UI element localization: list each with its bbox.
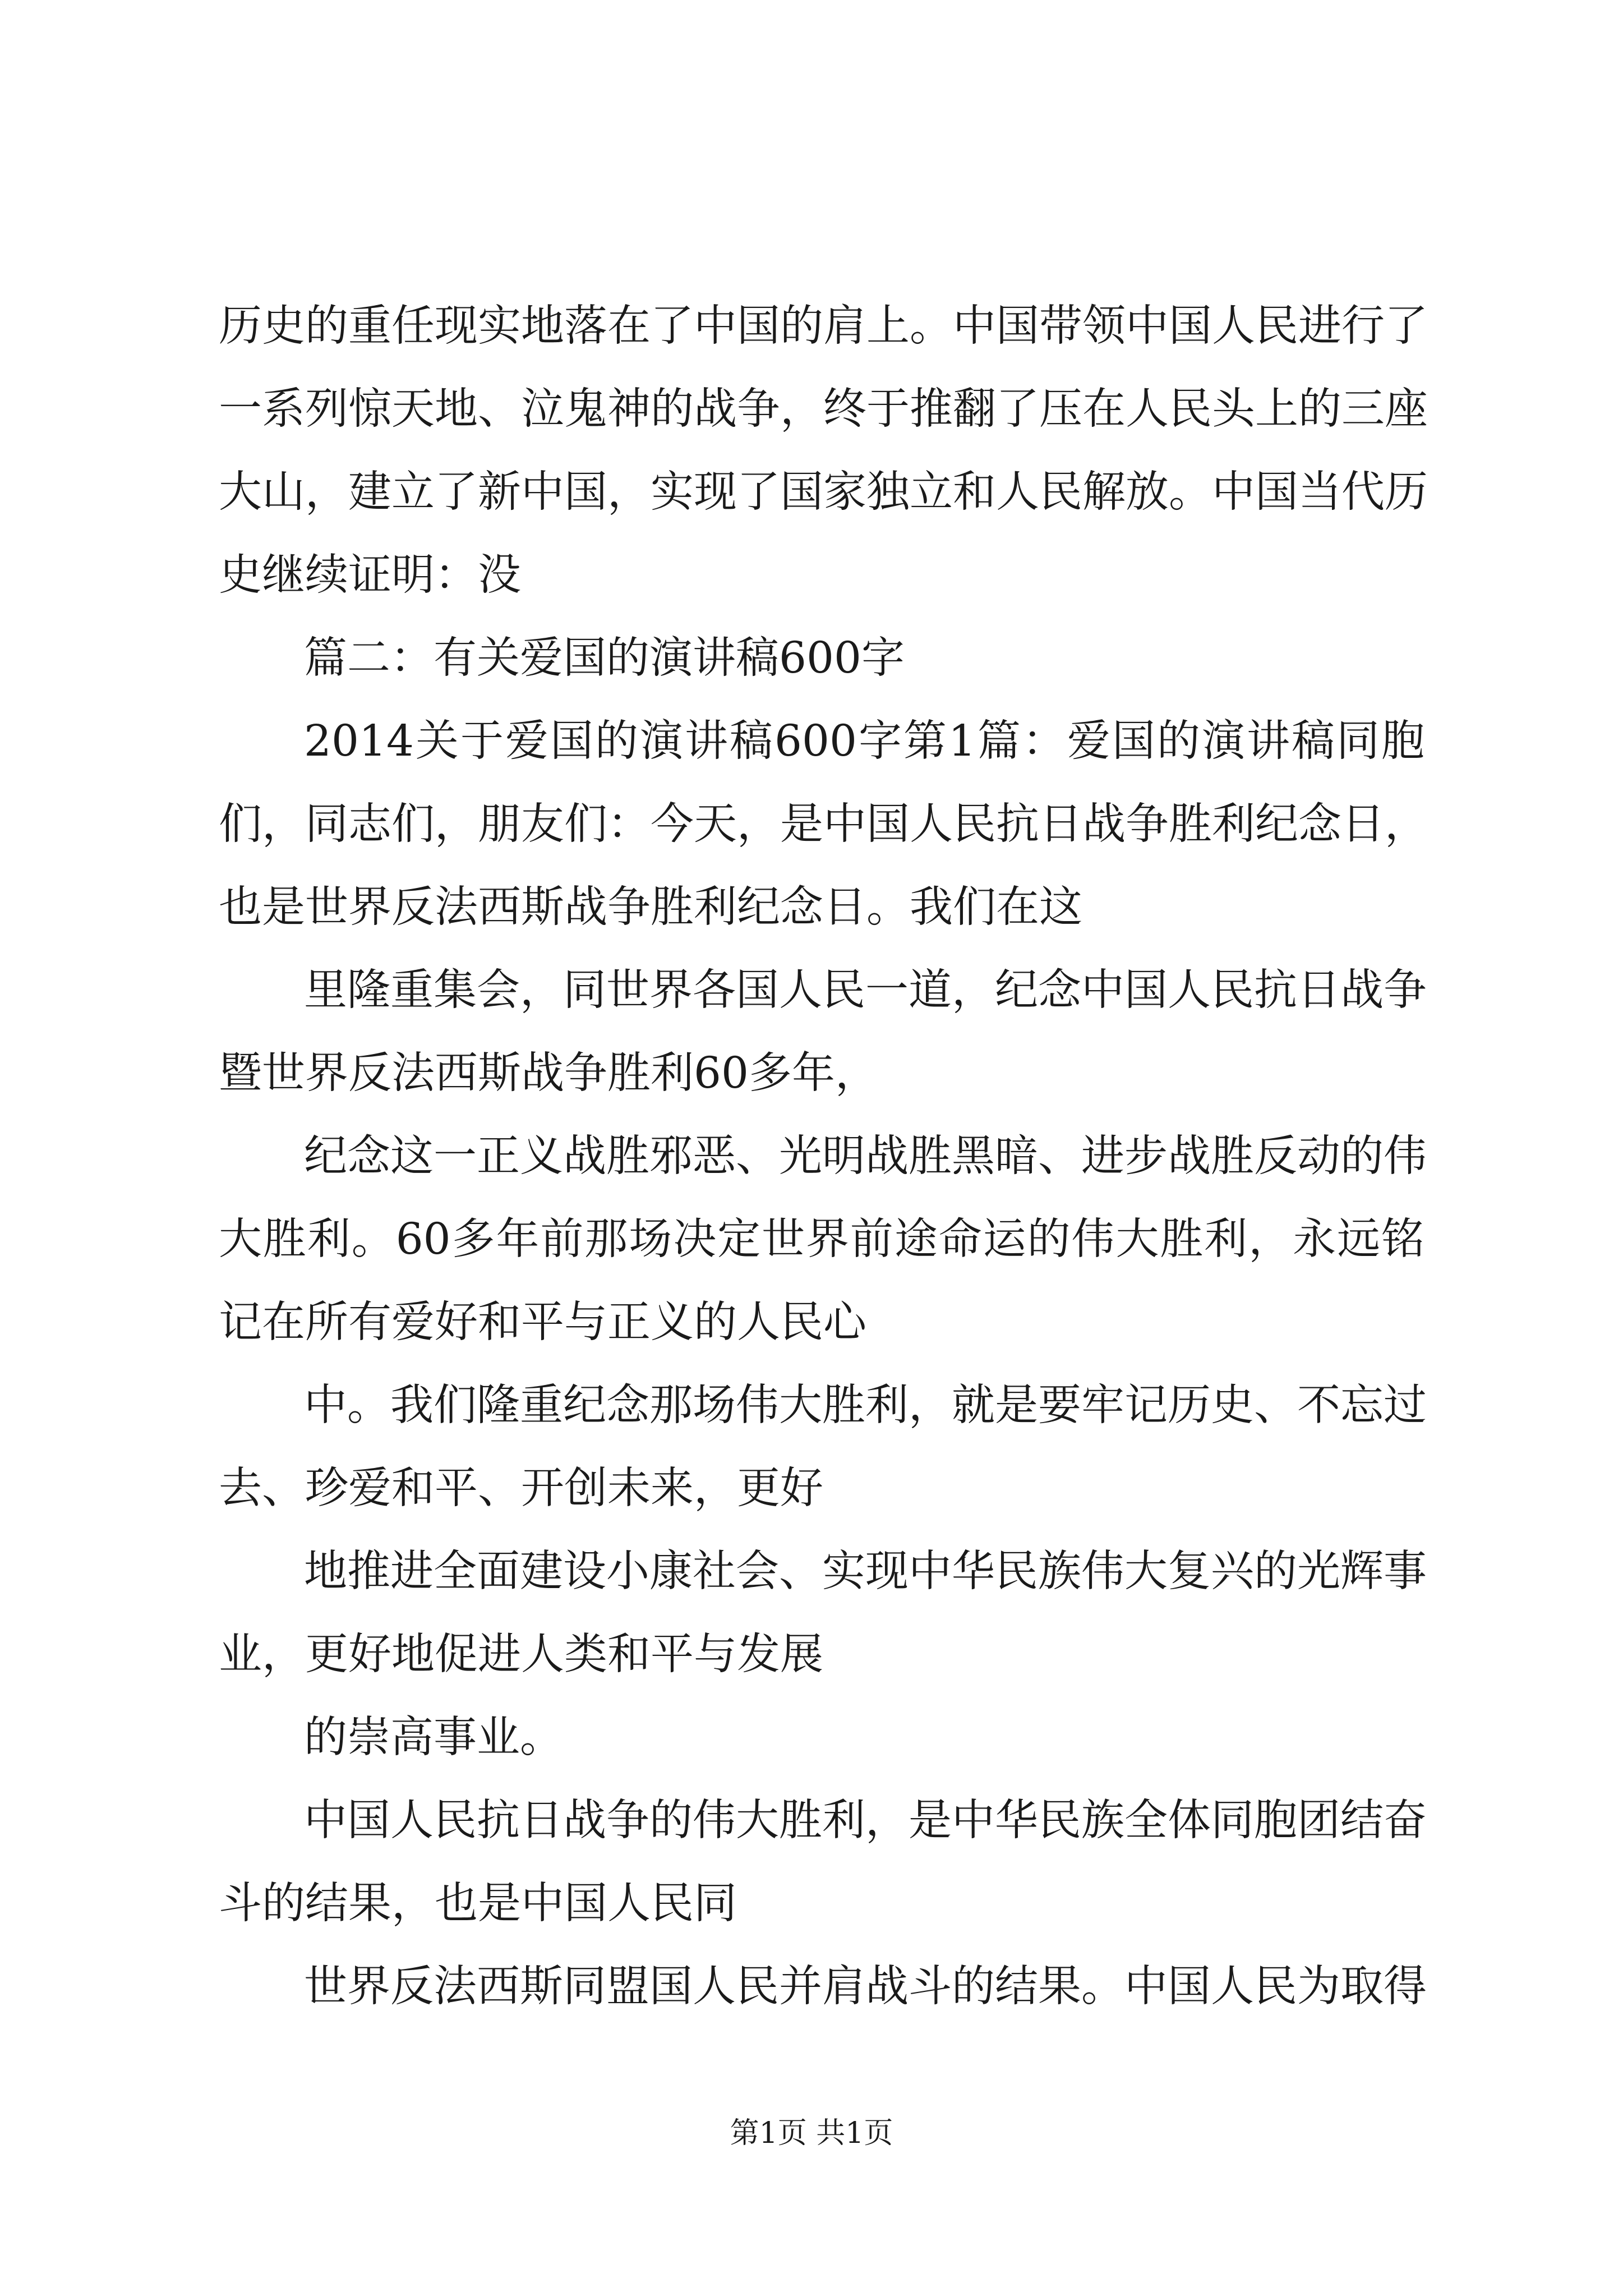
- text-line: 2014关于爱国的演讲稿600字第1篇：爱国的演讲稿同胞: [304, 716, 1424, 766]
- text-line: 世界反法西斯同盟国人民并肩战斗的结果。中国人民为取得: [304, 1962, 1427, 2012]
- text-line: 的崇高事业。: [304, 1713, 563, 1763]
- page-footer: 第1页 共1页: [730, 2116, 893, 2150]
- text-line: 里隆重集会，同世界各国人民一道，纪念中国人民抗日战争: [304, 965, 1427, 1015]
- text-line: 中。我们隆重纪念那场伟大胜利，就是要牢记历史、不忘过: [304, 1381, 1427, 1430]
- text-line: 大山，建立了新中国，实现了国家独立和人民解放。中国当代历: [219, 467, 1428, 517]
- text-line: 们，同志们，朋友们：今天，是中国人民抗日战争胜利纪念日，: [219, 799, 1428, 849]
- text-line: 也是世界反法西斯战争胜利纪念日。我们在这: [219, 882, 1082, 932]
- text-line: 斗的结果，也是中国人民同: [219, 1879, 737, 1929]
- text-line: 地推进全面建设小康社会、实现中华民族伟大复兴的光辉事: [304, 1547, 1427, 1596]
- text-line: 去、珍爱和平、开创未来，更好: [219, 1464, 823, 1513]
- section-heading: 篇二：有关爱国的演讲稿600字: [304, 633, 905, 683]
- text-line: 业，更好地促进人类和平与发展: [219, 1630, 823, 1680]
- text-line: 中国人民抗日战争的伟大胜利，是中华民族全体同胞团结奋: [304, 1796, 1427, 1846]
- text-line: 纪念这一正义战胜邪恶、光明战胜黑暗、进步战胜反动的伟: [304, 1131, 1427, 1181]
- document-body: [219, 285, 1428, 2028]
- text-line: 大胜利。60多年前那场决定世界前途命运的伟大胜利，永远铭: [219, 1214, 1424, 1264]
- text-line: 一系列惊天地、泣鬼神的战争，终于推翻了压在人民头上的三座: [219, 384, 1428, 434]
- text-line: 历史的重任现实地落在了中国的肩上。中国带领中国人民进行了: [219, 301, 1428, 351]
- text-line: 暨世界反法西斯战争胜利60多年，: [219, 1048, 878, 1098]
- text-line: 史继续证明：没: [219, 550, 521, 600]
- text-line: 记在所有爱好和平与正义的人民心: [219, 1297, 866, 1347]
